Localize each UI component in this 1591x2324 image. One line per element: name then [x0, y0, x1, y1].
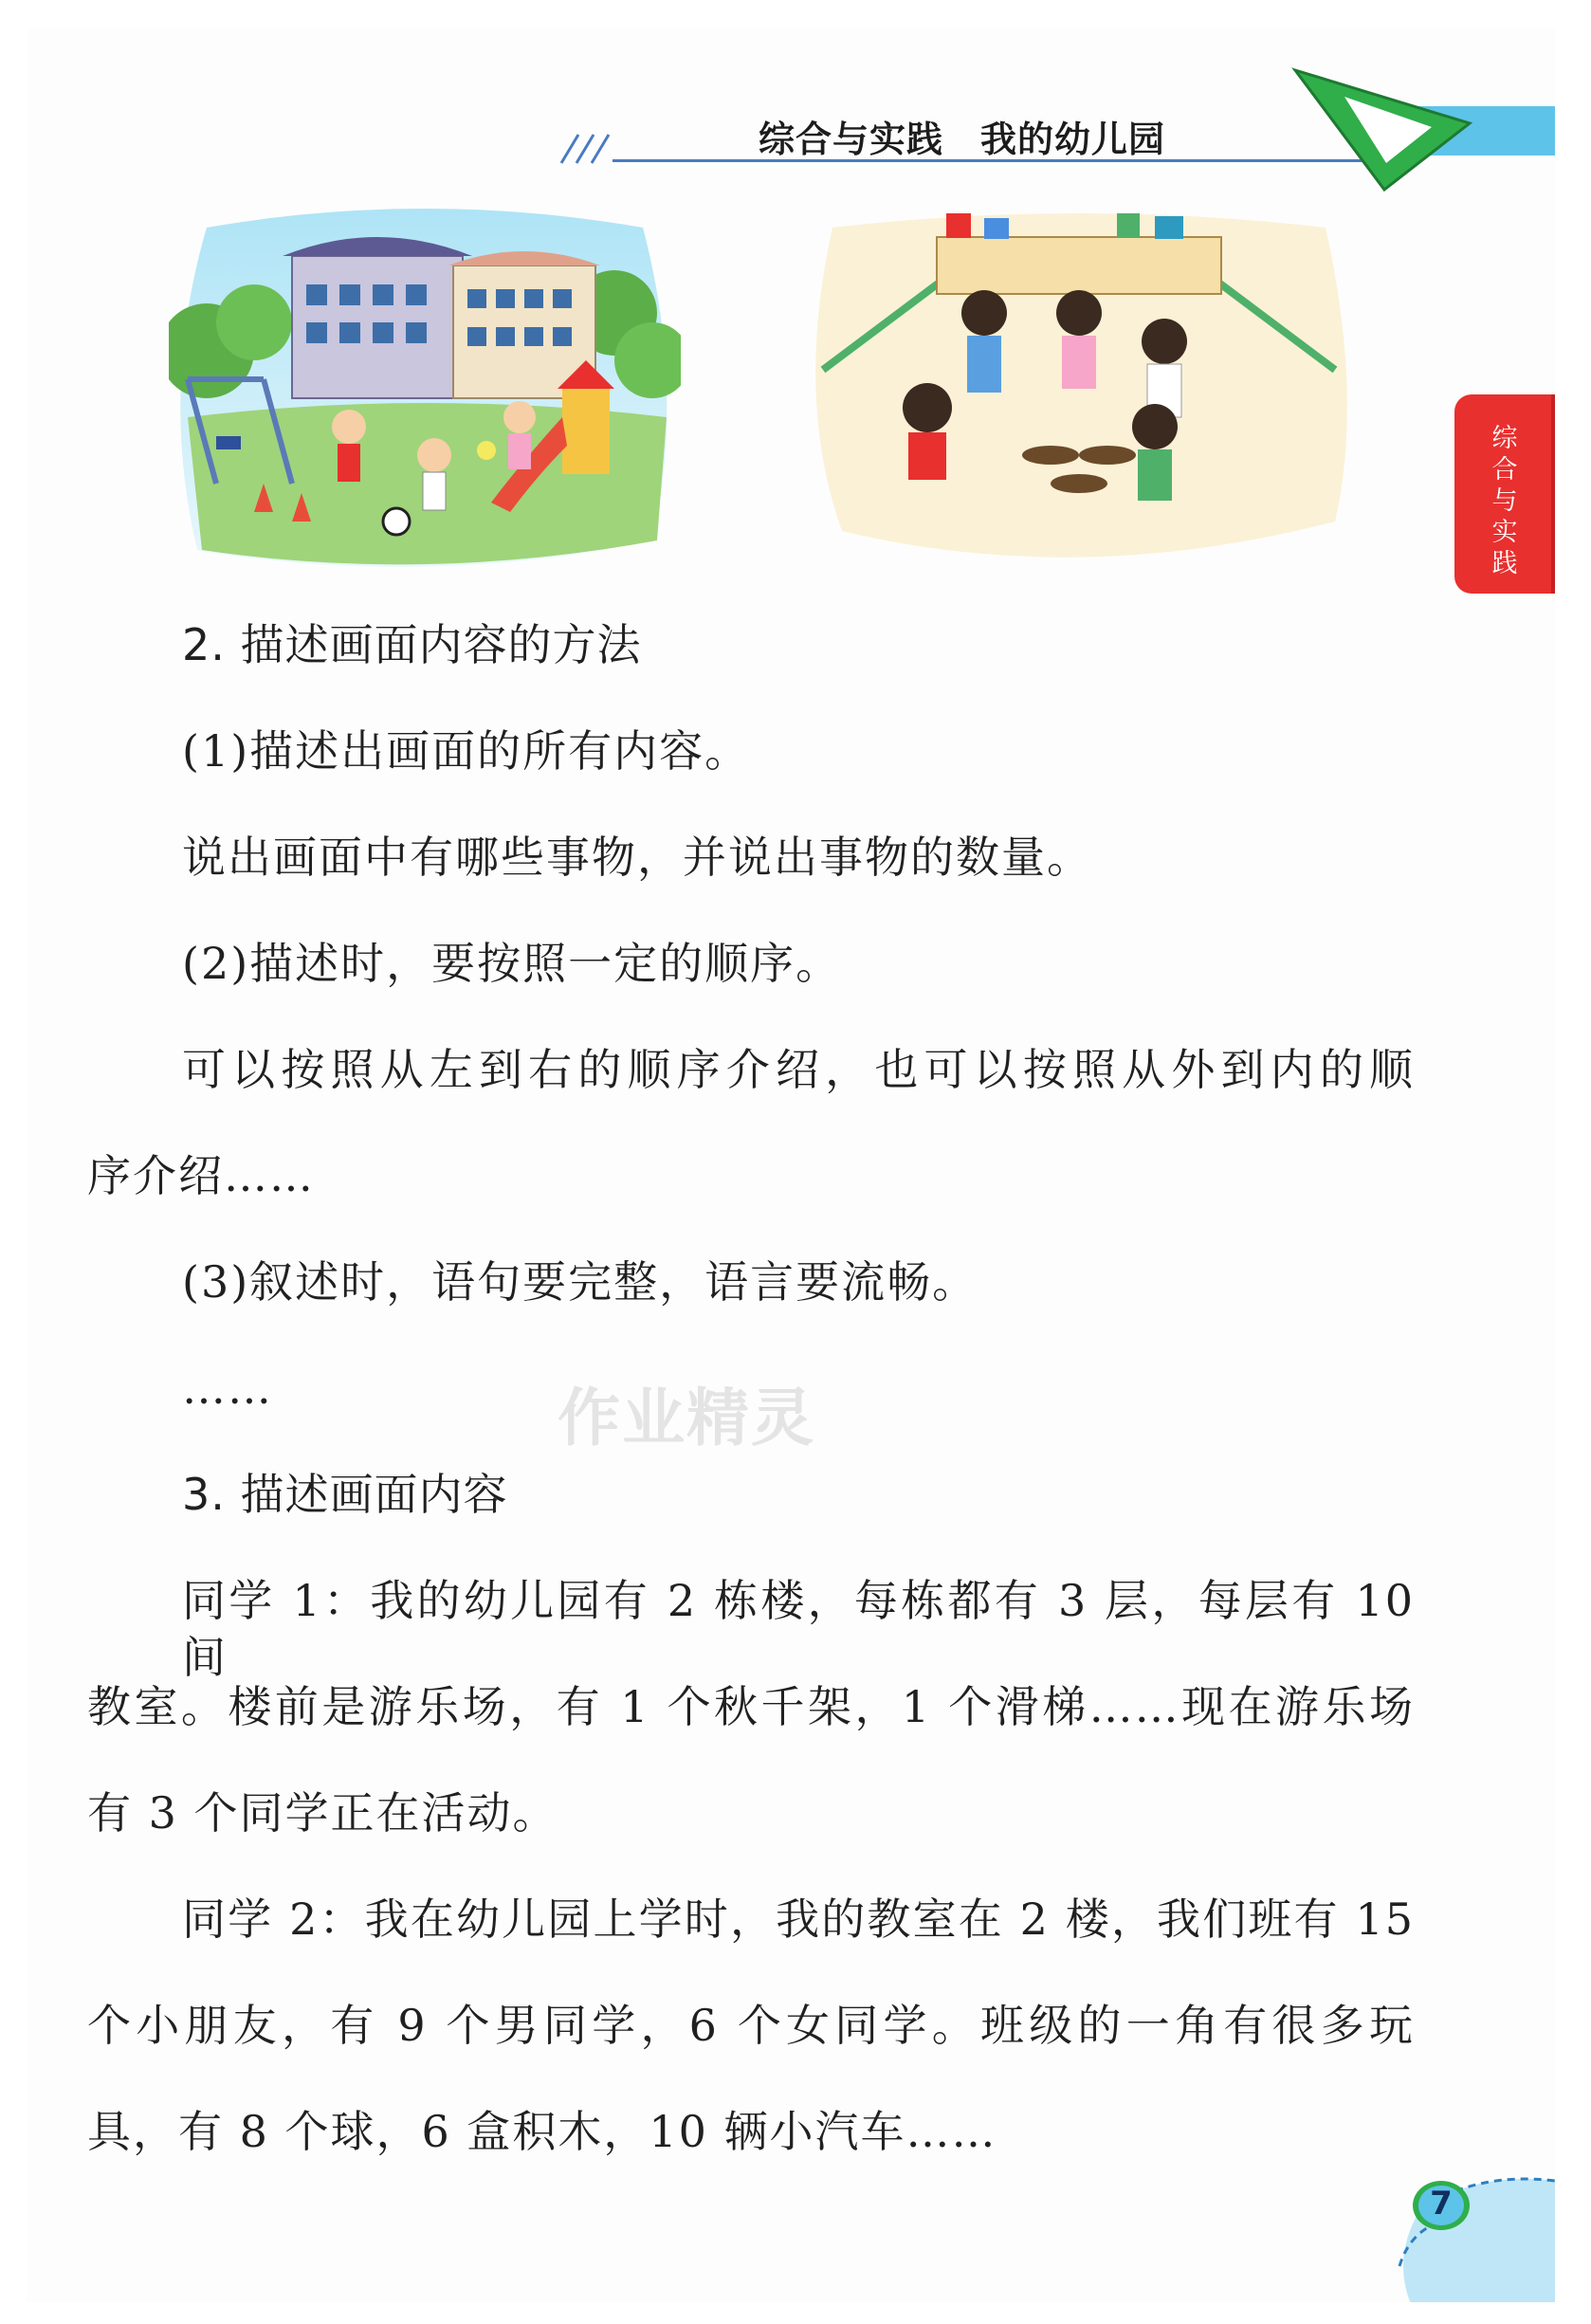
header-title: 综合与实践 我的幼儿园 — [759, 119, 1166, 160]
section-side-tab — [1454, 394, 1555, 594]
text-line: 同学 1：我的幼儿园有 2 栋楼，每栋都有 3 层，每层有 10 间 — [182, 1575, 1415, 1683]
page-number: 7 — [1430, 2185, 1453, 2223]
text-line: 序介绍…… — [87, 1150, 315, 1201]
method-heading: 2. 描述画面内容的方法 — [182, 619, 642, 670]
text-line: 说出画面中有哪些事物，并说出事物的数量。 — [182, 832, 1092, 883]
textbook-page — [27, 28, 1555, 2302]
text-line: (2)描述时，要按照一定的顺序。 — [182, 938, 842, 989]
text-line: (1)描述出画面的所有内容。 — [182, 725, 751, 777]
text-line: 有 3 个同学正在活动。 — [87, 1787, 558, 1839]
text-line: …… — [182, 1363, 273, 1414]
watermark: 作业精灵 — [558, 1382, 815, 1455]
text-line: 教室。楼前是游乐场，有 1 个秋千架，1 个滑梯……现在游乐场 — [87, 1681, 1415, 1732]
text-line: 同学 2：我在幼儿园上学时，我的教室在 2 楼，我们班有 15 — [182, 1894, 1415, 1945]
text-line: (3)叙述时，语句要完整，语言要流畅。 — [182, 1256, 978, 1308]
describe-heading: 3. 描述画面内容 — [182, 1469, 508, 1520]
playground-illustration — [169, 199, 681, 578]
text-line: 具，有 8 个球，6 盒积木，10 辆小汽车…… — [87, 2106, 997, 2157]
side-tab-label: 综合与实践 — [1491, 424, 1518, 578]
text-line: 可以按照从左到右的顺序介绍，也可以按照从外到内的顺 — [182, 1044, 1415, 1095]
text-line: 个小朋友，有 9 个男同学，6 个女同学。班级的一角有很多玩 — [87, 2000, 1415, 2051]
classroom-illustration — [804, 209, 1354, 578]
triangle-ruler-icon — [1289, 57, 1479, 199]
page-header — [27, 28, 1555, 180]
